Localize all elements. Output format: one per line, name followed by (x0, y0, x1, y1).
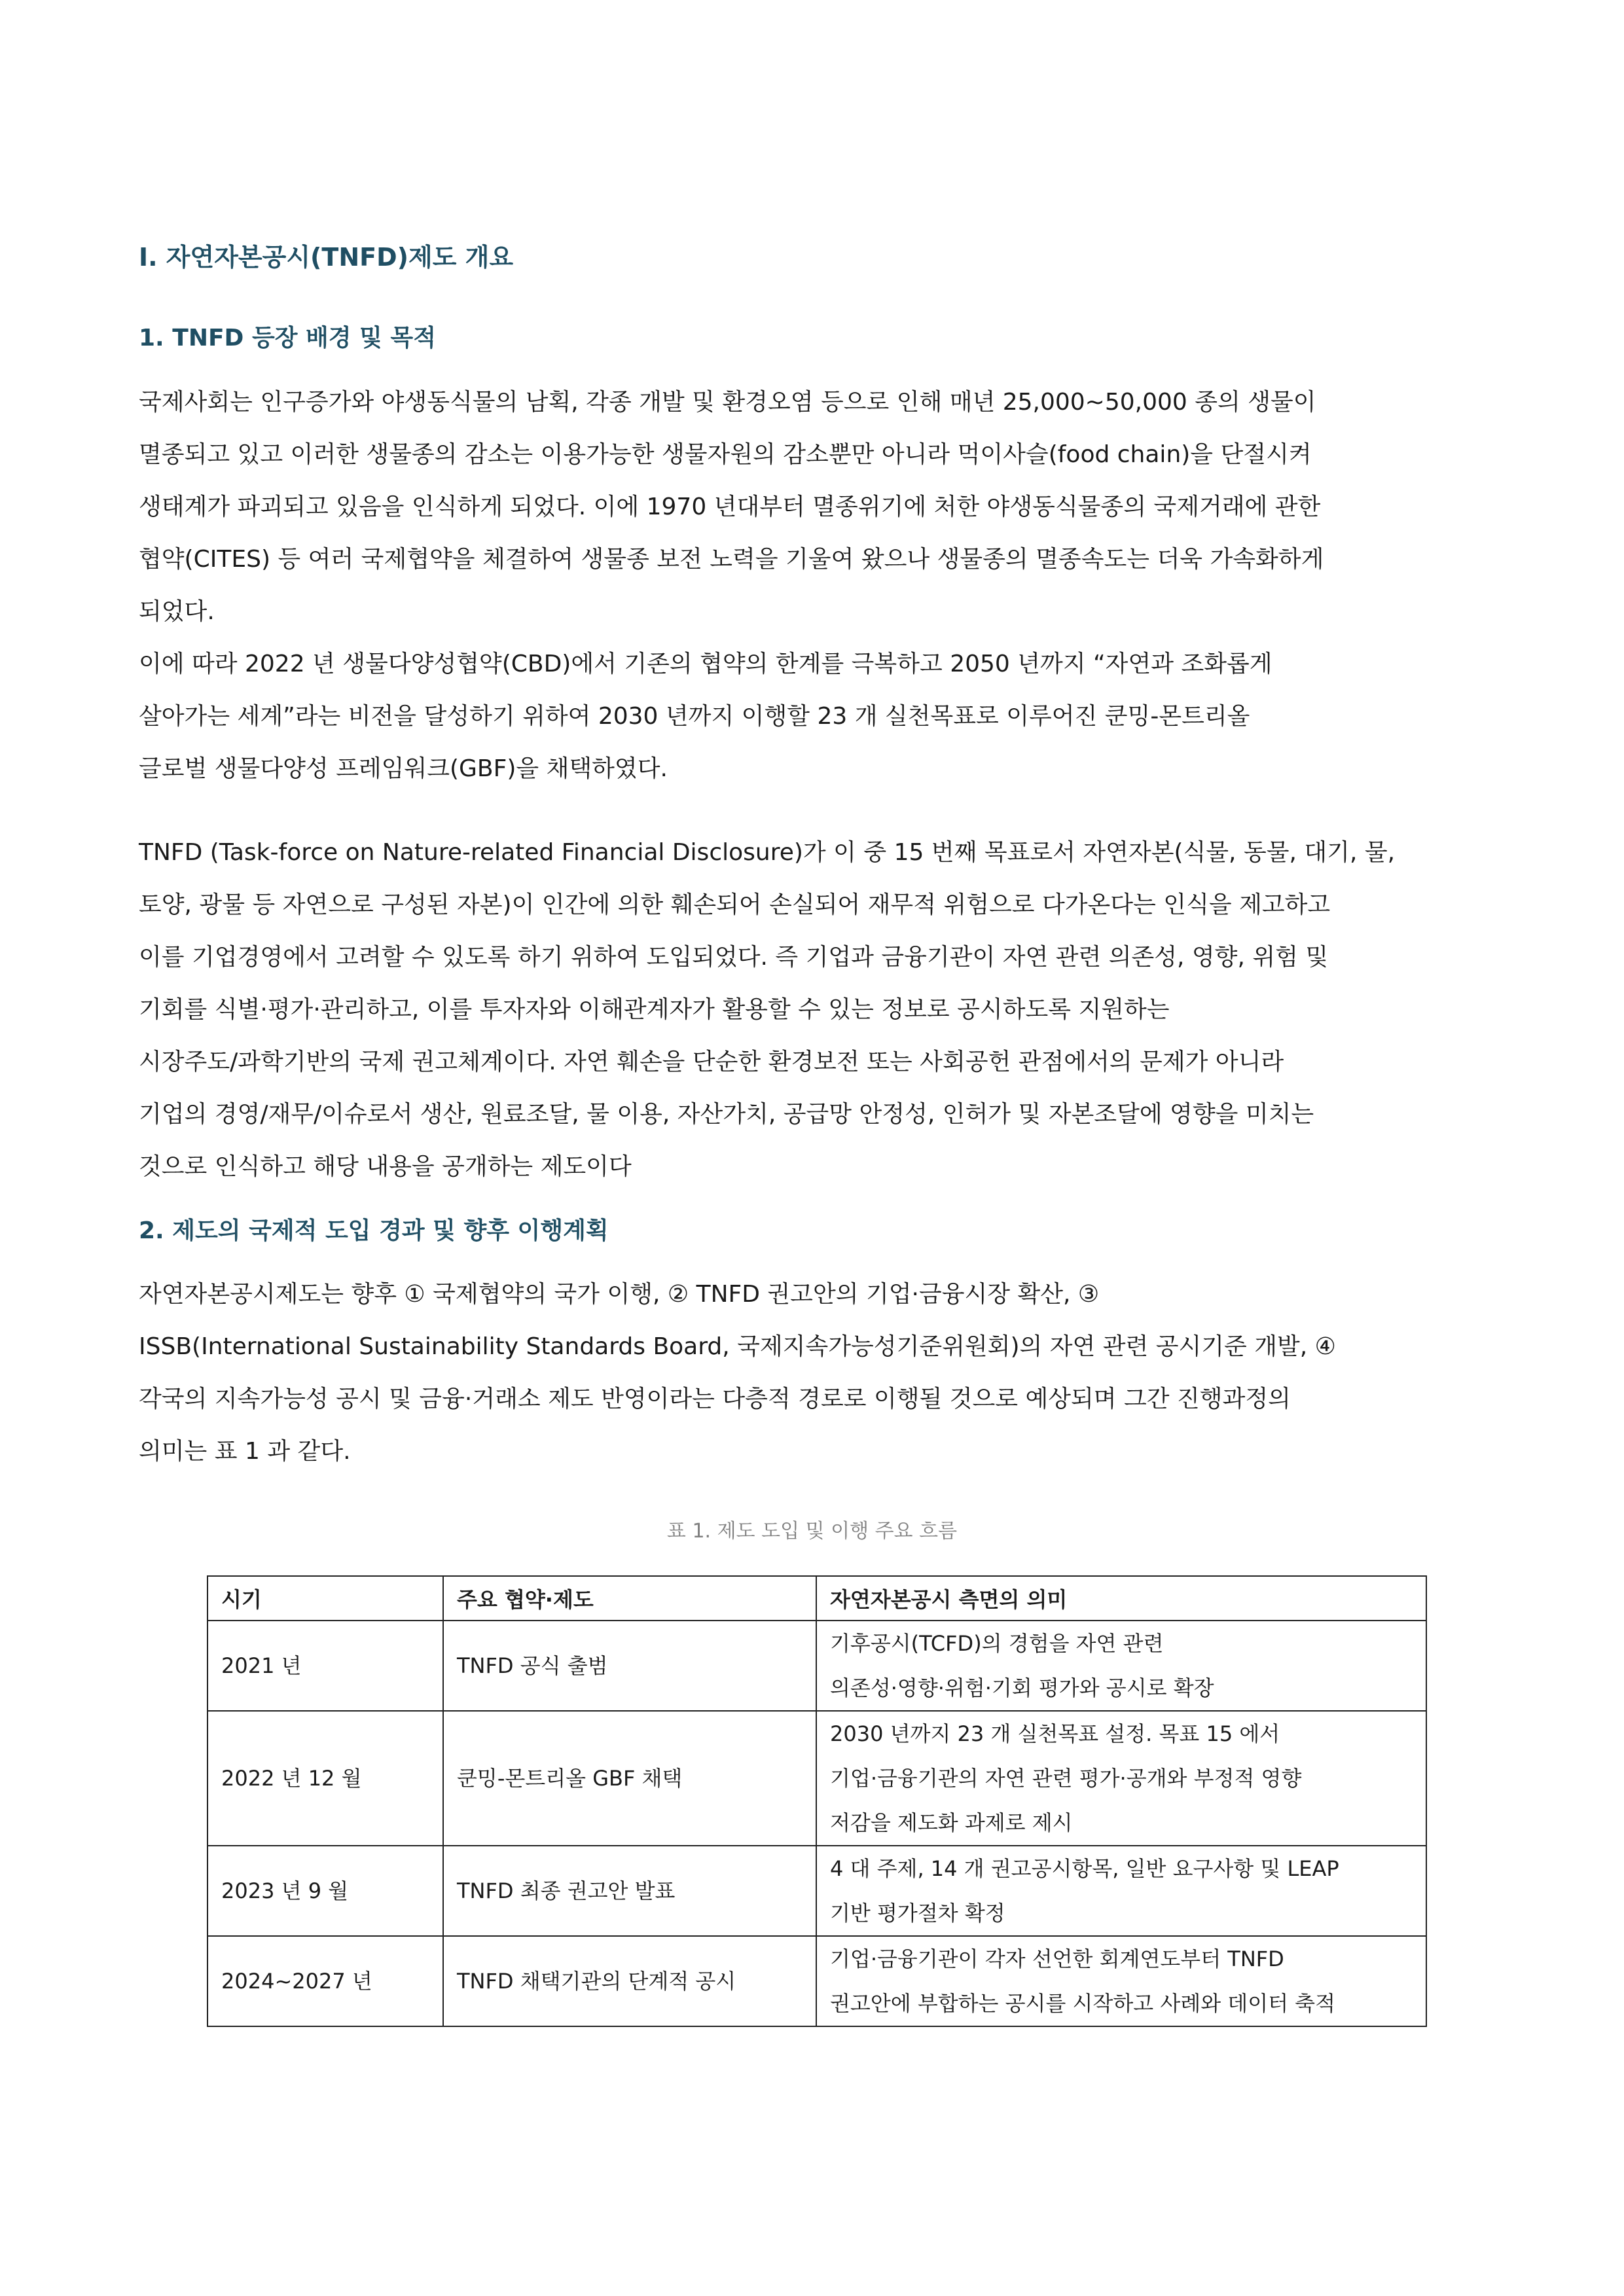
paragraph-line: 협약(CITES) 등 여러 국제협약을 체결하여 생물종 보전 노력을 기울여 왔으나 생물종의 멸종속도는 더욱 가속화하게 (139, 546, 1324, 573)
table-cell-item: TNFD 공식 출범 (443, 1621, 816, 1711)
paragraph-line: 되었다. (139, 598, 215, 625)
paragraph-line: 이를 기업경영에서 고려할 수 있도록 하기 위하여 도입되었다. 즉 기업과 금융기관이 자연 관련 의존성, 영향, 위험 및 (139, 944, 1329, 971)
table-cell-item: TNFD 채택기관의 단계적 공시 (443, 1936, 816, 2026)
subsection-title-international: 2. 제도의 국제적 도입 경과 및 향후 이행계획 (139, 1217, 609, 1244)
table-cell-meaning: 기후공시(TCFD)의 경험을 자연 관련 의존성·영향·위험·기회 평가와 공시로 확장 (816, 1621, 1426, 1711)
paragraph-line: TNFD (Task-force on Nature-related Financial Disclosure)가 이 중 15 번째 목표로서 자연자본(식물, 동물, 대기, 물, (139, 839, 1396, 866)
table-cell-meaning: 기업·금융기관이 각자 선언한 회계연도부터 TNFD 권고안에 부합하는 공시를 시작하고 사례와 데이터 축적 (816, 1936, 1426, 2026)
table-header-cell: 주요 협약·제도 (443, 1576, 816, 1621)
paragraph-implementation (139, 1268, 1336, 1478)
table-cell-item: 쿤밍-몬트리올 GBF 채택 (443, 1711, 816, 1846)
paragraph-tnfd-purpose (139, 827, 1395, 1193)
paragraph-line: 토양, 광물 등 자연으로 구성된 자본)이 인간에 의한 훼손되어 손실되어 재무적 위험으로 다가온다는 인식을 제고하고 (139, 891, 1331, 918)
table-header-cell: 시기 (208, 1576, 443, 1621)
table-cell-meaning: 2030 년까지 23 개 실천목표 설정. 목표 15 에서 기업·금융기관의 자연 관련 평가·공개와 부정적 영향 저감을 제도화 과제로 제시 (816, 1711, 1426, 1846)
paragraph-line: 국제사회는 인구증가와 야생동식물의 남획, 각종 개발 및 환경오염 등으로 인해 매년 25,000~50,000 종의 생물이 (139, 389, 1316, 416)
paragraph-line: 시장주도/과학기반의 국제 권고체계이다. 자연 훼손을 단순한 환경보전 또는 사회공헌 관점에서의 문제가 아니라 (139, 1049, 1284, 1075)
paragraph-line: 기업의 경영/재무/이슈로서 생산, 원료조달, 물 이용, 자산가치, 공급망 안정성, 인허가 및 자본조달에 영향을 미치는 (139, 1101, 1314, 1128)
paragraph-line: 멸종되고 있고 이러한 생물종의 감소는 이용가능한 생물자원의 감소뿐만 아니라 먹이사슬(food chain)을 단절시켜 (139, 441, 1312, 468)
table-row (208, 1621, 1426, 1711)
paragraph-line: 것으로 인식하고 해당 내용을 공개하는 제도이다 (139, 1153, 632, 1180)
table-cell-item: TNFD 최종 권고안 발표 (443, 1846, 816, 1936)
table-cell-period: 2022 년 12 월 (208, 1711, 443, 1846)
paragraph-line: 의미는 표 1 과 같다. (139, 1438, 351, 1465)
section-title: Ⅰ. 자연자본공시(TNFD)제도 개요 (139, 243, 514, 272)
paragraph-background (139, 376, 1324, 795)
table-header-row (208, 1576, 1426, 1621)
table-cell-meaning: 4 대 주제, 14 개 권고공시항목, 일반 요구사항 및 LEAP 기반 평가절차 확정 (816, 1846, 1426, 1936)
subsection-title-background: 1. TNFD 등장 배경 및 목적 (139, 325, 436, 351)
table-row (208, 1846, 1426, 1936)
table-row (208, 1711, 1426, 1846)
paragraph-line: 각국의 지속가능성 공시 및 금융·거래소 제도 반영이라는 다층적 경로로 이행될 것으로 예상되며 그간 진행과정의 (139, 1386, 1291, 1412)
table-caption: 표 1. 제도 도입 및 이행 주요 흐름 (666, 1520, 958, 1543)
table-cell-period: 2021 년 (208, 1621, 443, 1711)
paragraph-line: 글로벌 생물다양성 프레임워크(GBF)을 채택하였다. (139, 755, 668, 782)
timeline-table (207, 1575, 1427, 2027)
table-cell-period: 2024~2027 년 (208, 1936, 443, 2026)
table-row (208, 1936, 1426, 2026)
paragraph-line: 살아가는 세계”라는 비전을 달성하기 위하여 2030 년까지 이행할 23 개 실천목표로 이루어진 쿤밍-몬트리올 (139, 703, 1250, 730)
paragraph-line: 생태계가 파괴되고 있음을 인식하게 되었다. 이에 1970 년대부터 멸종위기에 처한 야생동식물종의 국제거래에 관한 (139, 493, 1321, 520)
paragraph-line: 자연자본공시제도는 향후 ① 국제협약의 국가 이행, ② TNFD 권고안의 기업·금융시장 확산, ③ (139, 1281, 1100, 1308)
table-cell-period: 2023 년 9 월 (208, 1846, 443, 1936)
table-header-cell: 자연자본공시 측면의 의미 (816, 1576, 1426, 1621)
paragraph-line: 이에 따라 2022 년 생물다양성협약(CBD)에서 기존의 협약의 한계를 극복하고 2050 년까지 “자연과 조화롭게 (139, 651, 1272, 677)
paragraph-line: ISSB(International Sustainability Standards Board, 국제지속가능성기준위원회)의 자연 관련 공시기준 개발, ④ (139, 1333, 1336, 1360)
paragraph-line: 기회를 식별·평가·관리하고, 이를 투자자와 이해관계자가 활용할 수 있는 정보로 공시하도록 지원하는 (139, 996, 1170, 1023)
